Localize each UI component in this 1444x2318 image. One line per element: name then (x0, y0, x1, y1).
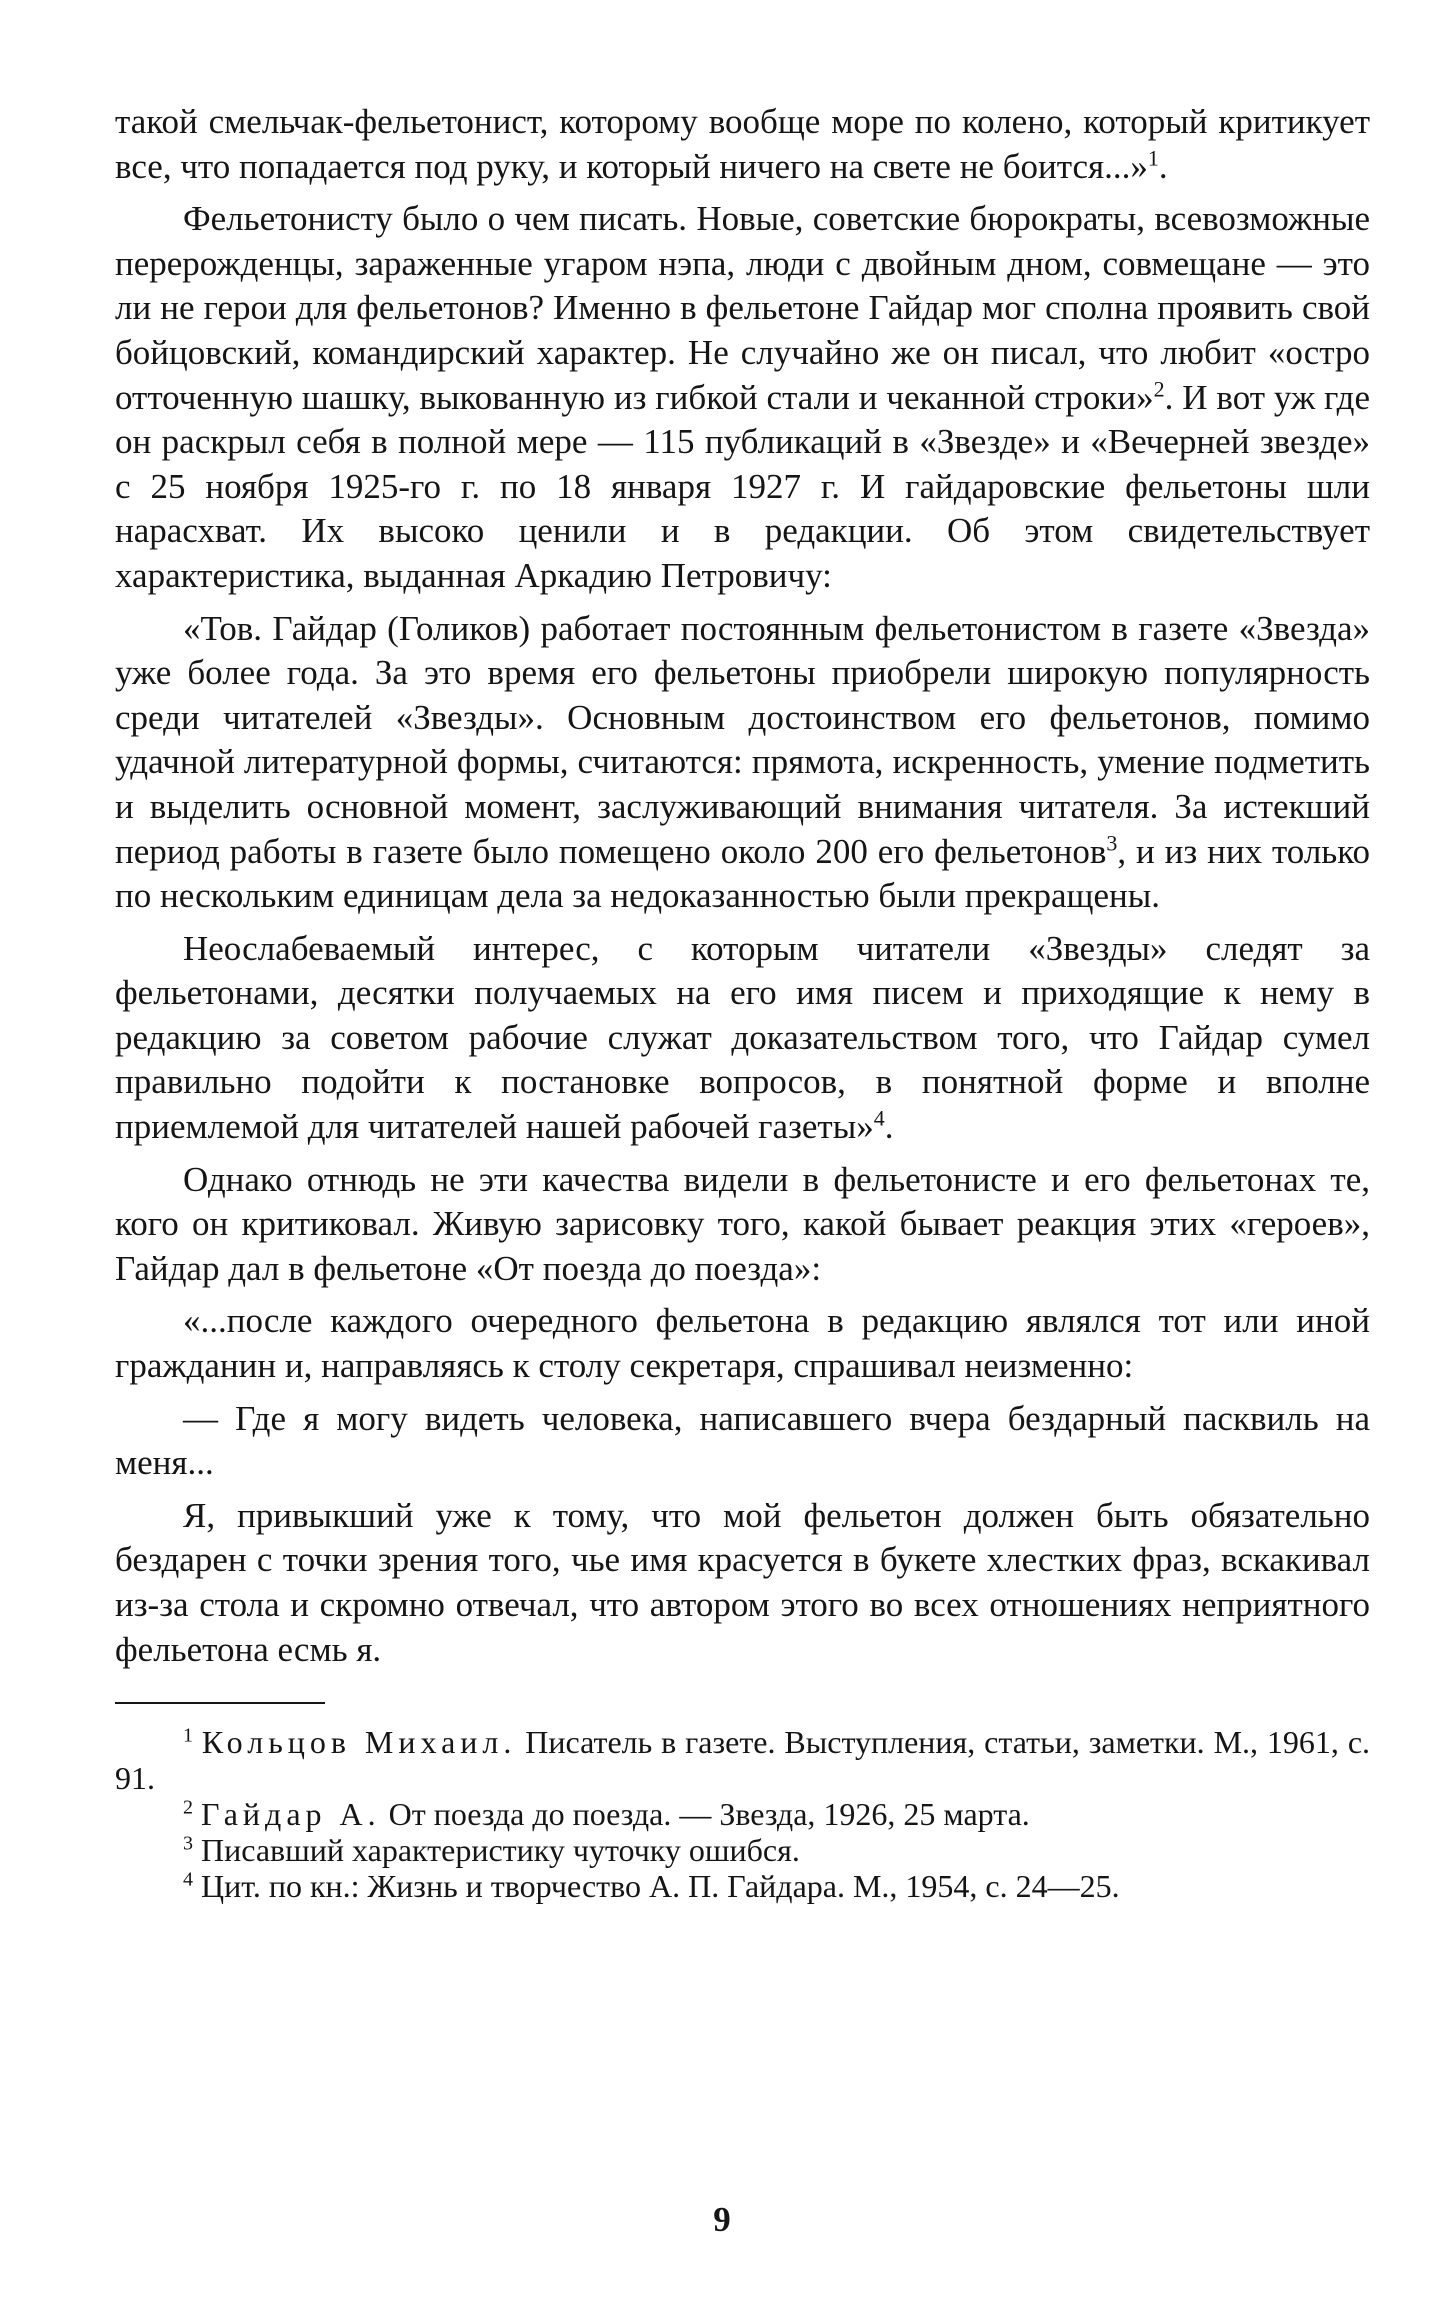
footnote-ref: 3 (1106, 829, 1118, 855)
paragraph-text: Неослабеваемый интерес, с которым читатели «Звезды» следят за фельетонами, десятки получаемых на его имя писем и приходящие к нему в редакцию за советом рабочие служат доказательством того, что Гайдар сумел правильно подойти к постановке вопросов, в понятной форме и вполне приемлемой для читателей нашей рабочей газеты» (115, 928, 1370, 1147)
paragraph-text: , и из них только по нескольким единицам дела за недоказанностью были прекращены. (115, 831, 1370, 916)
footnote-mark: 3 (183, 1832, 193, 1855)
paragraph-text: такой смельчак-фельетонист, которому вообще море по колено, который критикует все, что попадается под руку, и который ничего на свете не боится...» (115, 102, 1370, 186)
paragraph-text: . (1158, 146, 1168, 186)
footnote-divider (115, 1702, 325, 1704)
footnote-text: От поезда до поезда. — Звезда, 1926, 25 марта. (380, 1796, 1030, 1833)
quote-paragraph-4: — Где я могу видеть человека, написавшего вчера бездарный пасквиль на меня... (115, 1398, 1370, 1483)
paragraph-text: «Тов. Гайдар (Голиков) работает постоянным фельетонистом в газете «Звезда» уже более года. За это время его фельетоны приобрели широкую популярность среди читателей «Звезды». Основным достоинством его фельетонов, помимо удачной литературной формы, считаются: прямота, искренность, умение подметить и выделить основной момент, заслуживающий внимания читателя. За истекший период работы в газете было помещено около 200 его фельетонов (115, 608, 1370, 871)
quote-paragraph-3: «...после каждого очередного фельетона в редакцию являлся тот или иной гражданин и, направляясь к столу секретаря, спрашивал неизменно: (115, 1301, 1370, 1386)
paragraph-2 (115, 197, 1370, 598)
footnote-mark: 4 (183, 1868, 193, 1891)
quote-paragraph-1 (115, 607, 1370, 919)
quote-paragraph-5: Я, привыкший уже к тому, что мой фельетон должен быть обязательно бездарен с точки зрения того, чье имя красуется в букете хлестких фраз, вскакивал из-за стола и скромно отвечал, что автором этого во всех отношениях неприятного фельетона есмь я. (115, 1495, 1370, 1669)
page-body (115, 100, 1370, 1904)
footnote-4 (115, 1868, 1370, 1904)
footnote-text: Писатель в газете. Выступления, статьи, заметки. М., 1961, с. 91. (115, 1724, 1371, 1797)
footnote-text: Цит. по кн.: Жизнь и творчество А. П. Гайдара. М., 1954, с. 24—25. (201, 1868, 1120, 1905)
footnote-mark: 1 (183, 1724, 193, 1747)
footnote-ref: 1 (1147, 144, 1159, 170)
paragraph-3: Однако отнюдь не эти качества видели в фельетонисте и его фельетонах те, кого он критиковал. Живую зарисовку того, какой бывает реакция этих «героев», Гайдар дал в фельетоне «От поезда до поезда»: (115, 1159, 1370, 1288)
paragraph-text: И вот уж где он раскрыл себя в полной мере — 115 публикаций в «Звезде» и «Вечерней звезде» с 25 ноября 1925-го г. по 18 января 1927 г. И гайдаровские фельетоны шли нарасхват. Их высоко ценили и в редакции. Об этом свидетельствует характеристика, выданная Аркадию Петровичу: (115, 377, 1371, 595)
footnote-2 (115, 1796, 1370, 1832)
paragraph-text: . (1164, 377, 1174, 417)
page-number: 9 (713, 2200, 731, 2239)
footnote-author: Кольцов Михаил. (201, 1724, 517, 1761)
quote-paragraph-2 (115, 927, 1370, 1150)
footnote-3 (115, 1832, 1370, 1868)
footnote-text: Писавший характеристику чуточку ошибся. (201, 1832, 800, 1869)
footnote-author: Гайдар А. (201, 1796, 381, 1833)
footnote-ref: 2 (1153, 375, 1165, 401)
footnote-ref: 4 (873, 1105, 885, 1131)
footnote-mark: 2 (183, 1796, 193, 1819)
paragraph-text: Фельетонисту было о чем писать. Новые, советские бюрократы, всевозможные перерожденцы, зараженные угаром нэпа, люди с двойным дном, совмещане — это ли не герои для фельетонов? Именно в фельетоне Гайдар мог сполна проявить свой бойцовский, командирский характер. Не случайно же он писал, что любит «остро отточенную шашку, выкованную из гибкой стали и чеканной строки» (115, 199, 1370, 417)
paragraph-1 (115, 100, 1370, 189)
paragraph-text: . (884, 1107, 894, 1147)
footnote-1 (115, 1724, 1370, 1796)
